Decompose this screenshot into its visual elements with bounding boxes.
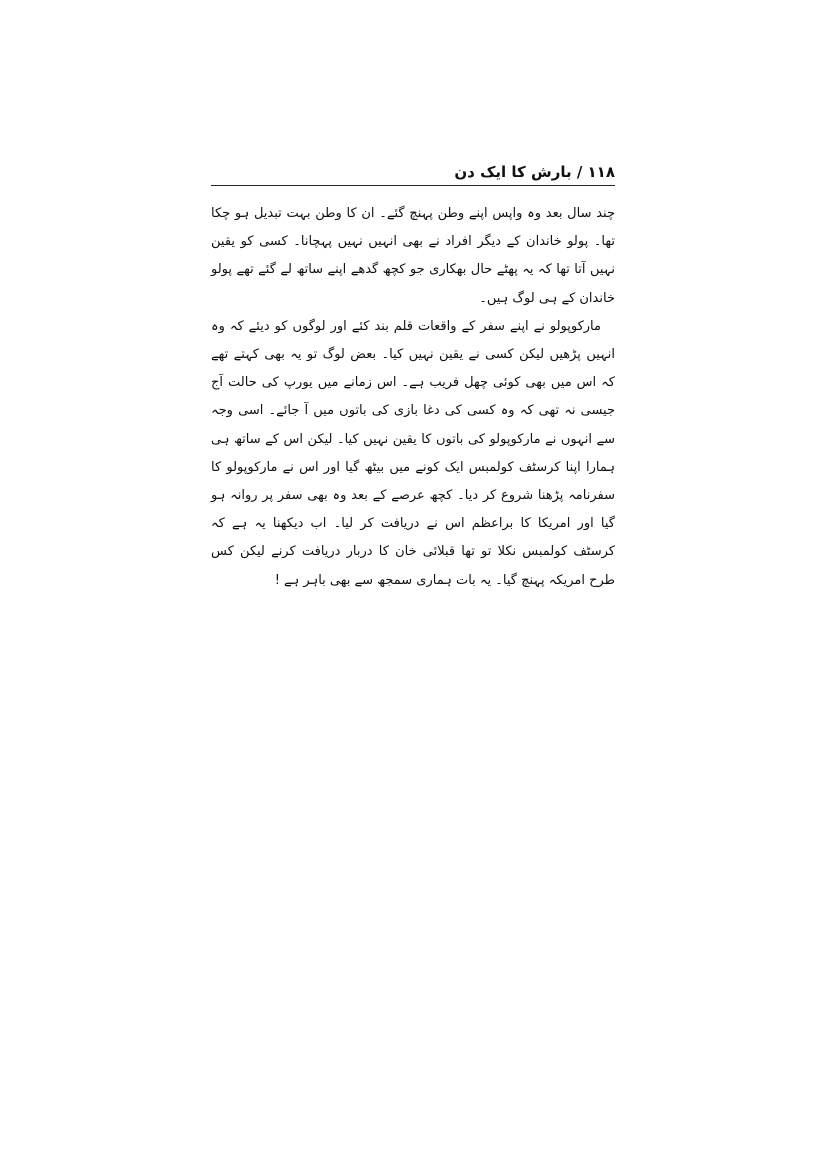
- paragraph: مارکوپولو نے اپنے سفر کے واقعات قلم بند کئے اور لوگوں کو دیئے کہ وہ انہیں پڑھیں لیکن کسی نے یقین نہیں کیا۔ بعض لوگ تو یہ بھی کہتے تھے کہ اس میں بھی کوئی چھل فریب ہے۔ اس زمانے میں یورپ کی حالت آج جیسی نہ تھی کہ وہ کسی کی دغا بازی کی باتوں میں آ جائے۔ اسی وجہ سے انہوں نے مارکوپولو کی باتوں کا یقین نہیں کیا۔ لیکن اس کے ساتھ ہی ہمارا اپنا کرسٹف کولمبس ایک کونے میں بیٹھ گیا اور اس نے مارکوپولو کا سفرنامہ پڑھنا شروع کر دیا۔ کچھ عرصے کے بعد وہ بھی سفر پر روانہ ہو گیا اور امریکا کا براعظم اس نے دریافت کر لیا۔ اب دیکھنا یہ ہے کہ کرسٹف کولمبس نکلا تو تھا قبلائی خان کا دربار دریافت کرنے لیکن کس طرح امریکہ پہنچ گیا۔ یہ بات ہماری سمجھ سے بھی باہر ہے !: [211, 318, 615, 588]
- body-text: [211, 200, 615, 595]
- paragraph: چند سال بعد وہ واپس اپنے وطن پہنچ گئے۔ ان کا وطن بہت تبدیل ہو چکا تھا۔ پولو خاندان کے دیگر افراد نے بھی انہیں نہیں پہچانا۔ کسی کو یقین نہیں آتا تھا کہ یہ پھٹے حال بھکاری جو کچھ گدھے اپنے ساتھ لے گئے تھے پولو خاندان کے ہی لوگ ہیں۔: [211, 206, 615, 306]
- header-rule: [211, 185, 615, 186]
- running-header: ۱۱۸ / بارش کا ایک دن: [454, 163, 615, 181]
